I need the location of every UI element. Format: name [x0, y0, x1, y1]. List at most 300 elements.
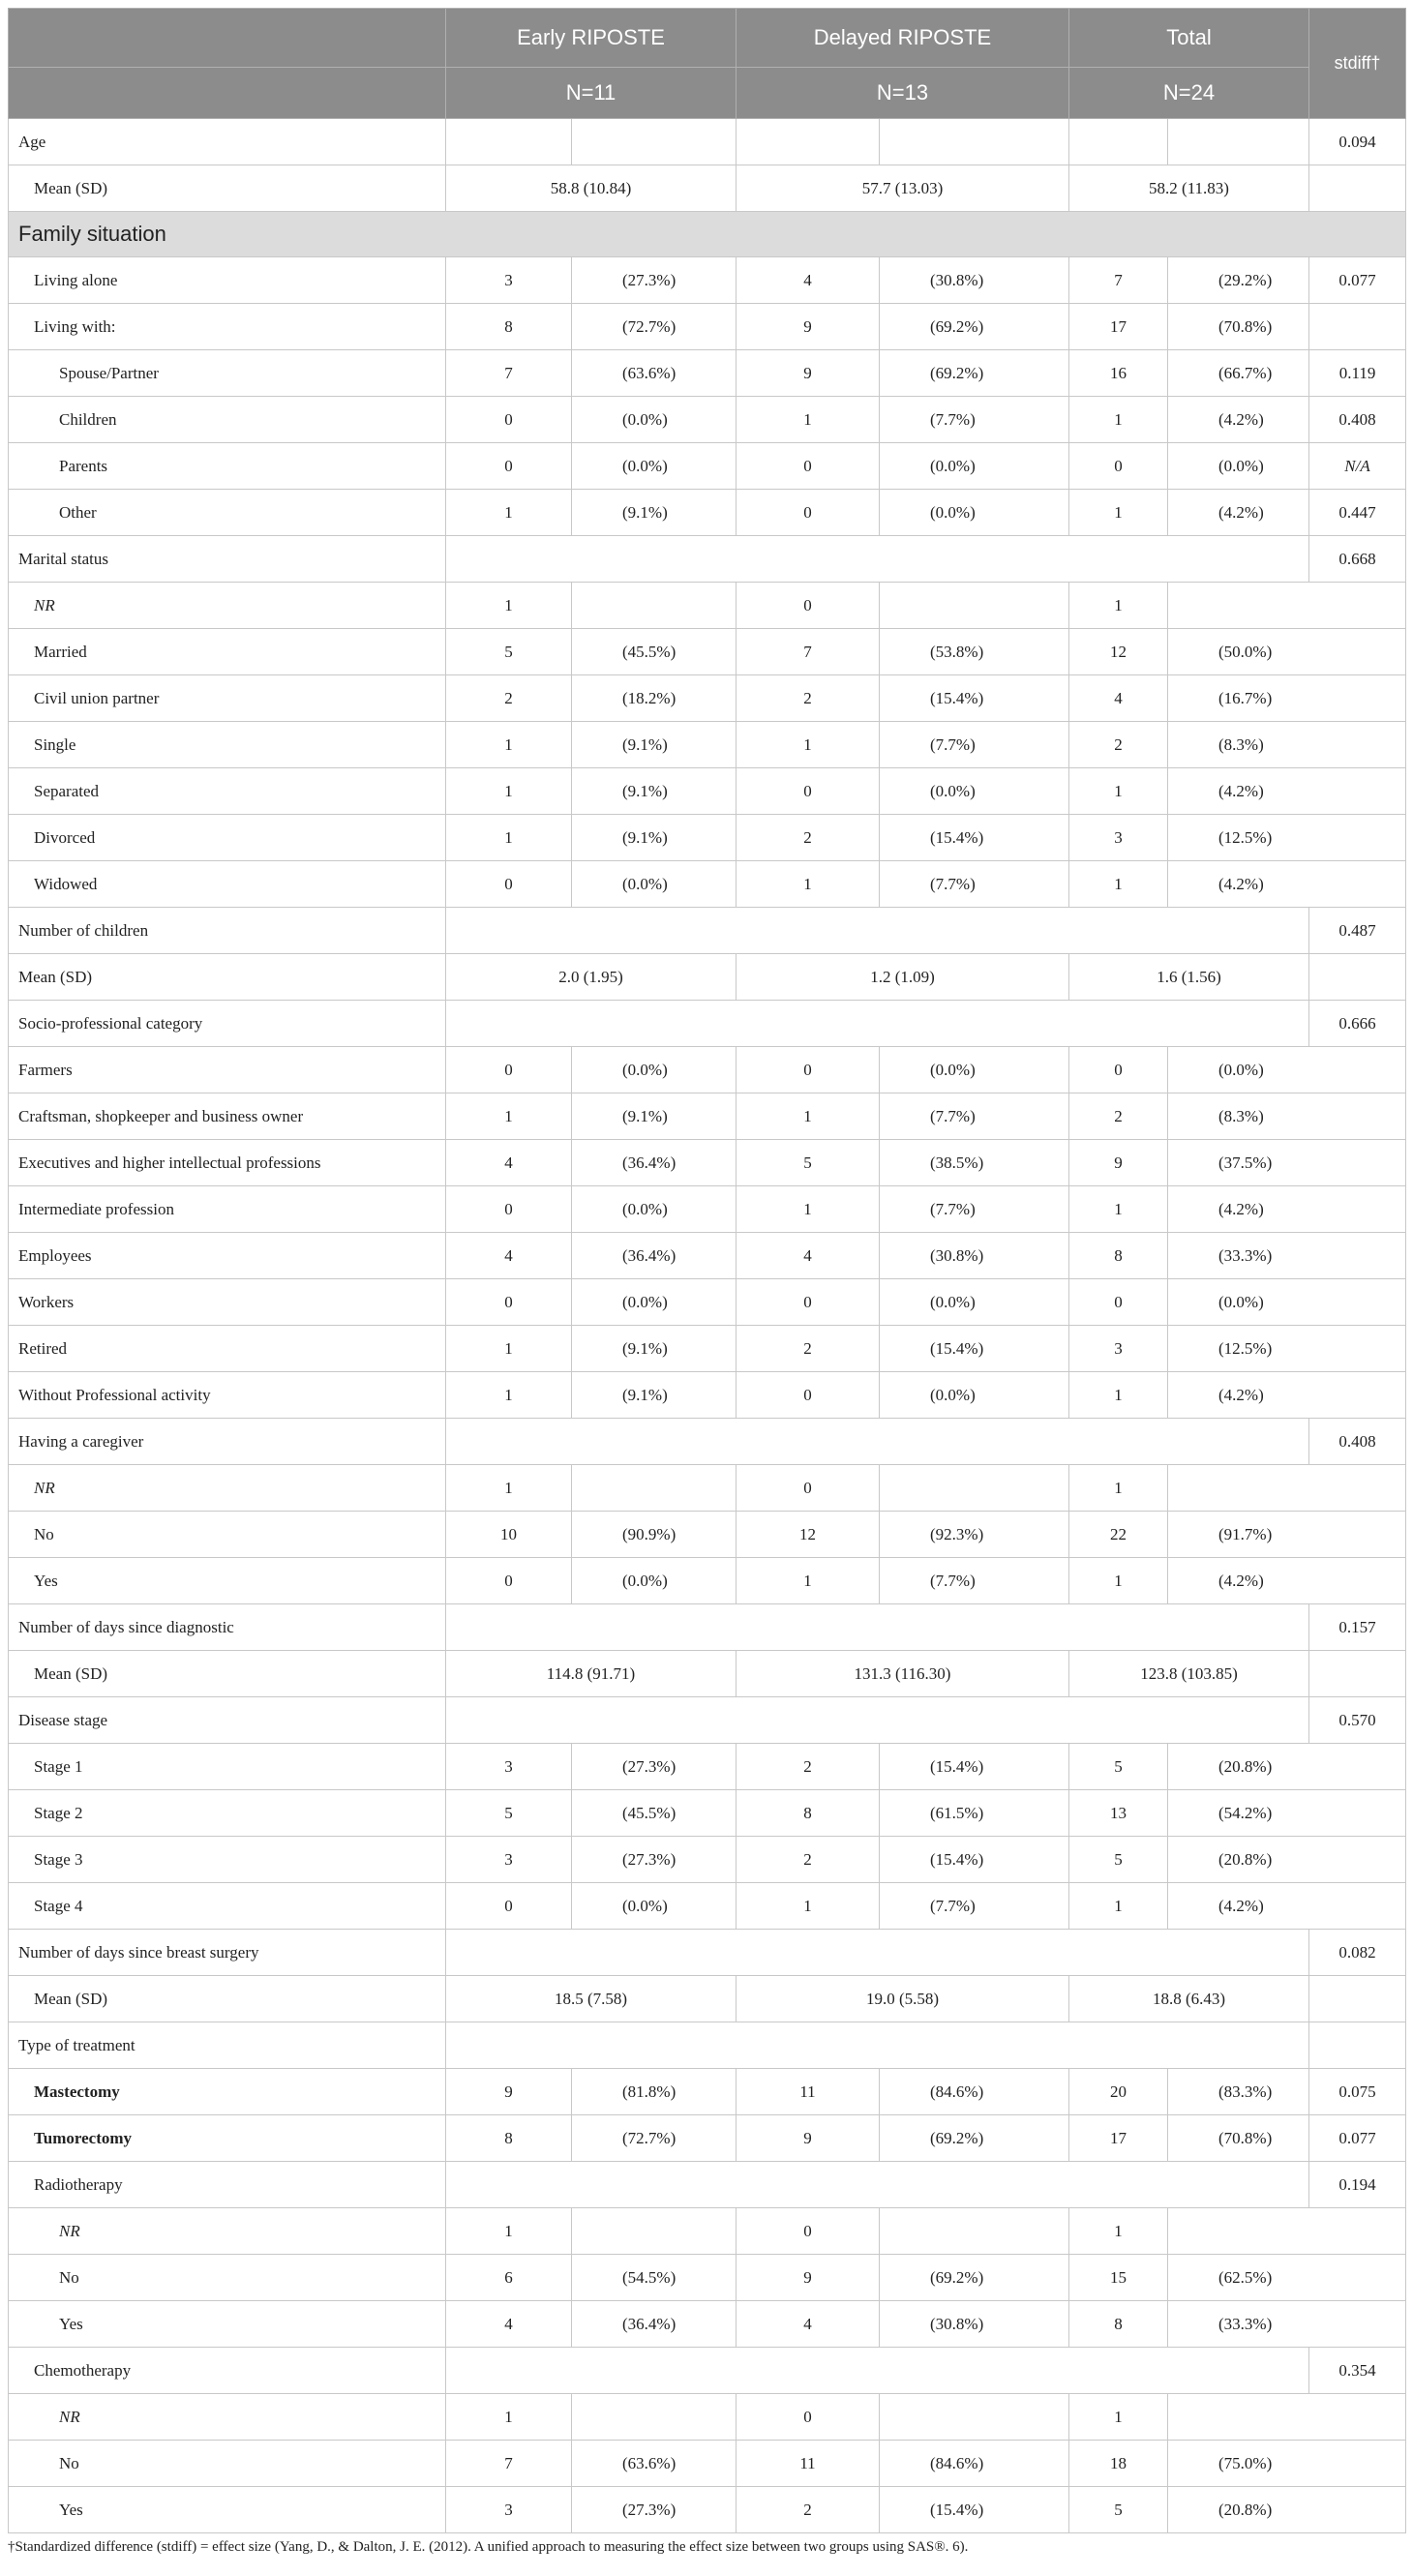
- early-percent: (0.0%): [572, 861, 737, 908]
- footnote: †Standardized difference (stdiff) = effect size (Yang, D., & Dalton, J. E. (2012). A unified approach to measuring the effect size between two groups using SAS®. 6).: [8, 2539, 969, 2555]
- early-count: 4: [446, 1140, 572, 1186]
- table-row: [9, 1372, 1406, 1419]
- stdiff-cell: [1309, 2022, 1406, 2069]
- empty-span-cell: [446, 1604, 1309, 1651]
- early-count: 0: [446, 1186, 572, 1233]
- row-label: Type of treatment: [9, 2022, 446, 2069]
- empty-span-cell: [446, 1930, 1309, 1976]
- delayed-percent: (0.0%): [880, 1047, 1069, 1093]
- early-percent: (63.6%): [572, 350, 737, 397]
- delayed-count: 0: [737, 1465, 880, 1512]
- delayed-count: 2: [737, 1837, 880, 1883]
- table-row: [9, 2348, 1406, 2394]
- early-count: 0: [446, 1279, 572, 1326]
- row-label: Executives and higher intellectual professions: [9, 1140, 446, 1186]
- row-label: Disease stage: [9, 1697, 446, 1744]
- table-row: [9, 1744, 1406, 1790]
- total-percent: (12.5%): [1168, 815, 1406, 861]
- empty-cell: [1309, 954, 1406, 1001]
- row-label: Farmers: [9, 1047, 446, 1093]
- empty-span-cell: [446, 1419, 1309, 1465]
- delayed-count: 1: [737, 397, 880, 443]
- early-percent: (81.8%): [572, 2069, 737, 2115]
- early-percent: (45.5%): [572, 629, 737, 675]
- table-row: [9, 2162, 1406, 2208]
- empty-span-cell: [446, 1001, 1309, 1047]
- row-label: Separated: [9, 768, 446, 815]
- delayed-count: 7: [737, 629, 880, 675]
- total-percent: (4.2%): [1168, 490, 1309, 536]
- table-row: [9, 2255, 1406, 2301]
- delayed-percent: (7.7%): [880, 1883, 1069, 1930]
- early-count: 7: [446, 2441, 572, 2487]
- table-row: [9, 908, 1406, 954]
- empty-span-cell: [1168, 583, 1406, 629]
- total-count: 7: [1069, 257, 1168, 304]
- total-count: 22: [1069, 1512, 1168, 1558]
- header-total: Total: [1069, 9, 1309, 68]
- total-count: 16: [1069, 350, 1168, 397]
- delayed-count: 2: [737, 815, 880, 861]
- total-percent: (4.2%): [1168, 1883, 1406, 1930]
- row-label: Children: [9, 397, 446, 443]
- early-count: 9: [446, 2069, 572, 2115]
- total-percent: (0.0%): [1168, 443, 1309, 490]
- row-label: Stage 4: [9, 1883, 446, 1930]
- table-body: [9, 119, 1406, 2533]
- total-count: 12: [1069, 629, 1168, 675]
- table-row: [9, 1604, 1406, 1651]
- early-percent: (72.7%): [572, 304, 737, 350]
- row-label: Without Professional activity: [9, 1372, 446, 1419]
- delayed-percent: (53.8%): [880, 629, 1069, 675]
- row-label: Number of children: [9, 908, 446, 954]
- early-count: 1: [446, 490, 572, 536]
- table-row: [9, 1465, 1406, 1512]
- delayed-count: 1: [737, 722, 880, 768]
- delayed-percent: (30.8%): [880, 1233, 1069, 1279]
- total-percent: (37.5%): [1168, 1140, 1406, 1186]
- total-count: 3: [1069, 1326, 1168, 1372]
- row-label: Workers: [9, 1279, 446, 1326]
- table-row: [9, 1790, 1406, 1837]
- table-row: [9, 1883, 1406, 1930]
- empty-span-cell: [446, 536, 1309, 583]
- early-count: 1: [446, 815, 572, 861]
- stdiff-cell: 0.487: [1309, 908, 1406, 954]
- total-count: 1: [1069, 397, 1168, 443]
- delayed-percent: (15.4%): [880, 675, 1069, 722]
- early-percent: (90.9%): [572, 1512, 737, 1558]
- row-label: Yes: [9, 1558, 446, 1604]
- empty-cell: [572, 2394, 737, 2441]
- early-percent: (9.1%): [572, 1093, 737, 1140]
- table-row: [9, 629, 1406, 675]
- delayed-count: 0: [737, 490, 880, 536]
- table-row: [9, 722, 1406, 768]
- total-percent: (20.8%): [1168, 2487, 1406, 2533]
- early-count: 1: [446, 2208, 572, 2255]
- delayed-count: 0: [737, 1047, 880, 1093]
- delayed-count: 11: [737, 2441, 880, 2487]
- early-percent: (0.0%): [572, 1558, 737, 1604]
- delayed-count: 0: [737, 1372, 880, 1419]
- delayed-percent: (7.7%): [880, 722, 1069, 768]
- table-row: [9, 1697, 1406, 1744]
- row-label: NR: [9, 2208, 446, 2255]
- table-row: [9, 443, 1406, 490]
- early-count: 2: [446, 675, 572, 722]
- table-row: [9, 1419, 1406, 1465]
- row-label: Stage 2: [9, 1790, 446, 1837]
- row-label: Socio-professional category: [9, 1001, 446, 1047]
- row-label: Tumorectomy: [9, 2115, 446, 2162]
- total-mean: 58.2 (11.83): [1069, 165, 1309, 212]
- delayed-count: 2: [737, 1326, 880, 1372]
- row-label: Age: [9, 119, 446, 165]
- early-count: 0: [446, 861, 572, 908]
- empty-cell: [1168, 119, 1309, 165]
- stdiff-cell: 0.194: [1309, 2162, 1406, 2208]
- stdiff-cell: [1309, 304, 1406, 350]
- total-count: 8: [1069, 2301, 1168, 2348]
- table-row: [9, 490, 1406, 536]
- early-percent: (9.1%): [572, 722, 737, 768]
- delayed-count: 12: [737, 1512, 880, 1558]
- row-label: No: [9, 2255, 446, 2301]
- early-percent: (72.7%): [572, 2115, 737, 2162]
- delayed-count: 0: [737, 2208, 880, 2255]
- delayed-count: 1: [737, 1883, 880, 1930]
- empty-cell: [572, 2208, 737, 2255]
- total-count: 1: [1069, 861, 1168, 908]
- early-percent: (9.1%): [572, 490, 737, 536]
- section-label: Family situation: [9, 212, 1406, 257]
- total-percent: (70.8%): [1168, 304, 1309, 350]
- early-count: 3: [446, 257, 572, 304]
- early-count: 10: [446, 1512, 572, 1558]
- table-row: [9, 1976, 1406, 2022]
- early-count: 1: [446, 768, 572, 815]
- total-percent: (4.2%): [1168, 768, 1406, 815]
- row-label: Yes: [9, 2301, 446, 2348]
- delayed-count: 2: [737, 1744, 880, 1790]
- empty-cell: [572, 1465, 737, 1512]
- early-count: 1: [446, 1093, 572, 1140]
- characteristics-table: [8, 8, 1406, 2533]
- total-count: 0: [1069, 1279, 1168, 1326]
- early-percent: (9.1%): [572, 768, 737, 815]
- total-count: 1: [1069, 583, 1168, 629]
- total-percent: (62.5%): [1168, 2255, 1406, 2301]
- table-row: [9, 350, 1406, 397]
- delayed-percent: (15.4%): [880, 1326, 1069, 1372]
- delayed-count: 5: [737, 1140, 880, 1186]
- empty-cell: [880, 2208, 1069, 2255]
- row-label: Single: [9, 722, 446, 768]
- delayed-percent: (69.2%): [880, 350, 1069, 397]
- stdiff-cell: N/A: [1309, 443, 1406, 490]
- delayed-count: 1: [737, 1186, 880, 1233]
- delayed-count: 9: [737, 350, 880, 397]
- table-row: [9, 2441, 1406, 2487]
- stdiff-cell: 0.447: [1309, 490, 1406, 536]
- table-row: [9, 2394, 1406, 2441]
- header-empty-cell: [9, 9, 446, 68]
- early-count: 1: [446, 2394, 572, 2441]
- table-row: [9, 1651, 1406, 1697]
- early-percent: (27.3%): [572, 1744, 737, 1790]
- header-delayed: Delayed RIPOSTE: [737, 9, 1069, 68]
- delayed-count: 2: [737, 2487, 880, 2533]
- row-label: Living alone: [9, 257, 446, 304]
- delayed-percent: (7.7%): [880, 1186, 1069, 1233]
- early-percent: (0.0%): [572, 1186, 737, 1233]
- total-percent: (4.2%): [1168, 1186, 1406, 1233]
- total-percent: (16.7%): [1168, 675, 1406, 722]
- early-count: 5: [446, 1790, 572, 1837]
- delayed-count: 9: [737, 2115, 880, 2162]
- total-percent: (50.0%): [1168, 629, 1406, 675]
- row-label: Divorced: [9, 815, 446, 861]
- early-count: 3: [446, 1837, 572, 1883]
- early-count: 0: [446, 1558, 572, 1604]
- stdiff-cell: 0.077: [1309, 2115, 1406, 2162]
- row-label: Retired: [9, 1326, 446, 1372]
- table-row: [9, 2301, 1406, 2348]
- early-count: 0: [446, 443, 572, 490]
- early-count: 4: [446, 1233, 572, 1279]
- delayed-percent: (69.2%): [880, 2115, 1069, 2162]
- total-percent: (29.2%): [1168, 257, 1309, 304]
- row-label: Marital status: [9, 536, 446, 583]
- total-count: 5: [1069, 1837, 1168, 1883]
- early-count: 8: [446, 304, 572, 350]
- early-mean: 18.5 (7.58): [446, 1976, 737, 2022]
- empty-cell: [1069, 119, 1168, 165]
- empty-cell: [737, 119, 880, 165]
- stdiff-cell: 0.082: [1309, 1930, 1406, 1976]
- row-label: Mastectomy: [9, 2069, 446, 2115]
- empty-cell: [446, 119, 572, 165]
- table-row: [9, 1558, 1406, 1604]
- table-row: [9, 583, 1406, 629]
- early-percent: (27.3%): [572, 2487, 737, 2533]
- table-row: [9, 536, 1406, 583]
- delayed-count: 0: [737, 443, 880, 490]
- early-count: 3: [446, 1744, 572, 1790]
- early-percent: (27.3%): [572, 1837, 737, 1883]
- empty-span-cell: [1168, 2394, 1406, 2441]
- row-label: Spouse/Partner: [9, 350, 446, 397]
- row-label: Mean (SD): [9, 1976, 446, 2022]
- stdiff-cell: 0.354: [1309, 2348, 1406, 2394]
- early-count: 8: [446, 2115, 572, 2162]
- delayed-percent: (15.4%): [880, 2487, 1069, 2533]
- total-count: 8: [1069, 1233, 1168, 1279]
- total-percent: (4.2%): [1168, 1372, 1406, 1419]
- row-label: Number of days since diagnostic: [9, 1604, 446, 1651]
- row-label: Intermediate profession: [9, 1186, 446, 1233]
- early-percent: (0.0%): [572, 397, 737, 443]
- delayed-percent: (15.4%): [880, 1837, 1069, 1883]
- total-count: 9: [1069, 1140, 1168, 1186]
- header-stdiff: stdiff†: [1309, 9, 1406, 119]
- row-label: Mean (SD): [9, 165, 446, 212]
- delayed-percent: (0.0%): [880, 443, 1069, 490]
- table-row: [9, 815, 1406, 861]
- empty-span-cell: [446, 908, 1309, 954]
- delayed-count: 1: [737, 1093, 880, 1140]
- table-row: [9, 2022, 1406, 2069]
- header-empty-cell: [9, 68, 446, 119]
- delayed-mean: 1.2 (1.09): [737, 954, 1069, 1001]
- delayed-count: 9: [737, 2255, 880, 2301]
- empty-span-cell: [446, 1697, 1309, 1744]
- table-row: [9, 165, 1406, 212]
- stdiff-cell: 0.094: [1309, 119, 1406, 165]
- delayed-count: 4: [737, 2301, 880, 2348]
- total-percent: (70.8%): [1168, 2115, 1309, 2162]
- early-mean: 2.0 (1.95): [446, 954, 737, 1001]
- early-count: 6: [446, 2255, 572, 2301]
- total-percent: (54.2%): [1168, 1790, 1406, 1837]
- header-early: Early RIPOSTE: [446, 9, 737, 68]
- table-row: [9, 1001, 1406, 1047]
- table-row: [9, 1047, 1406, 1093]
- early-count: 0: [446, 397, 572, 443]
- total-percent: (8.3%): [1168, 1093, 1406, 1140]
- empty-span-cell: [446, 2348, 1309, 2394]
- row-label: Parents: [9, 443, 446, 490]
- total-percent: (0.0%): [1168, 1047, 1406, 1093]
- early-count: 1: [446, 1465, 572, 1512]
- delayed-count: 0: [737, 1279, 880, 1326]
- row-label: NR: [9, 1465, 446, 1512]
- table-row: [9, 2208, 1406, 2255]
- delayed-percent: (38.5%): [880, 1140, 1069, 1186]
- row-label: Chemotherapy: [9, 2348, 446, 2394]
- header-n-total: N=24: [1069, 68, 1309, 119]
- early-count: 7: [446, 350, 572, 397]
- early-count: 5: [446, 629, 572, 675]
- early-percent: (0.0%): [572, 443, 737, 490]
- delayed-percent: (30.8%): [880, 2301, 1069, 2348]
- delayed-percent: (15.4%): [880, 815, 1069, 861]
- early-count: 4: [446, 2301, 572, 2348]
- row-label: Mean (SD): [9, 1651, 446, 1697]
- delayed-count: 2: [737, 675, 880, 722]
- early-percent: (0.0%): [572, 1047, 737, 1093]
- delayed-percent: (7.7%): [880, 861, 1069, 908]
- row-label: Stage 3: [9, 1837, 446, 1883]
- stdiff-cell: 0.075: [1309, 2069, 1406, 2115]
- delayed-mean: 19.0 (5.58): [737, 1976, 1069, 2022]
- delayed-percent: (0.0%): [880, 1372, 1069, 1419]
- empty-cell: [880, 1465, 1069, 1512]
- delayed-count: 4: [737, 257, 880, 304]
- early-percent: (36.4%): [572, 1140, 737, 1186]
- row-label: Craftsman, shopkeeper and business owner: [9, 1093, 446, 1140]
- total-percent: (33.3%): [1168, 1233, 1406, 1279]
- table-row: [9, 397, 1406, 443]
- delayed-percent: (7.7%): [880, 1558, 1069, 1604]
- row-label: Yes: [9, 2487, 446, 2533]
- row-label: Civil union partner: [9, 675, 446, 722]
- delayed-percent: (92.3%): [880, 1512, 1069, 1558]
- early-count: 3: [446, 2487, 572, 2533]
- empty-cell: [1309, 165, 1406, 212]
- row-label: Living with:: [9, 304, 446, 350]
- delayed-count: 11: [737, 2069, 880, 2115]
- delayed-mean: 57.7 (13.03): [737, 165, 1069, 212]
- early-count: 1: [446, 722, 572, 768]
- early-count: 1: [446, 583, 572, 629]
- early-count: 0: [446, 1047, 572, 1093]
- table-row: [9, 2069, 1406, 2115]
- total-count: 17: [1069, 304, 1168, 350]
- empty-cell: [1309, 1651, 1406, 1697]
- total-count: 1: [1069, 1883, 1168, 1930]
- early-percent: (9.1%): [572, 815, 737, 861]
- total-count: 1: [1069, 1465, 1168, 1512]
- table-row: [9, 1186, 1406, 1233]
- table-row: [9, 861, 1406, 908]
- empty-span-cell: [1168, 2208, 1406, 2255]
- early-percent: (0.0%): [572, 1279, 737, 1326]
- total-count: 1: [1069, 490, 1168, 536]
- delayed-mean: 131.3 (116.30): [737, 1651, 1069, 1697]
- row-label: Married: [9, 629, 446, 675]
- row-label: NR: [9, 2394, 446, 2441]
- total-percent: (0.0%): [1168, 1279, 1406, 1326]
- stdiff-cell: 0.408: [1309, 1419, 1406, 1465]
- table-row: [9, 2115, 1406, 2162]
- total-percent: (75.0%): [1168, 2441, 1406, 2487]
- total-percent: (8.3%): [1168, 722, 1406, 768]
- early-mean: 114.8 (91.71): [446, 1651, 737, 1697]
- total-percent: (20.8%): [1168, 1744, 1406, 1790]
- row-label: Other: [9, 490, 446, 536]
- delayed-percent: (7.7%): [880, 1093, 1069, 1140]
- row-label: Radiotherapy: [9, 2162, 446, 2208]
- total-count: 1: [1069, 768, 1168, 815]
- table-row: [9, 1093, 1406, 1140]
- total-count: 15: [1069, 2255, 1168, 2301]
- empty-cell: [572, 119, 737, 165]
- total-count: 3: [1069, 815, 1168, 861]
- delayed-count: 8: [737, 1790, 880, 1837]
- early-count: 1: [446, 1372, 572, 1419]
- delayed-count: 0: [737, 768, 880, 815]
- empty-cell: [1309, 1976, 1406, 2022]
- row-label: NR: [9, 583, 446, 629]
- total-count: 20: [1069, 2069, 1168, 2115]
- early-percent: (36.4%): [572, 1233, 737, 1279]
- delayed-percent: (0.0%): [880, 1279, 1069, 1326]
- delayed-percent: (0.0%): [880, 490, 1069, 536]
- total-count: 5: [1069, 2487, 1168, 2533]
- table-row: [9, 1233, 1406, 1279]
- row-label: No: [9, 2441, 446, 2487]
- table-row: [9, 2487, 1406, 2533]
- table-row: [9, 1930, 1406, 1976]
- early-percent: (0.0%): [572, 1883, 737, 1930]
- early-count: 0: [446, 1883, 572, 1930]
- table-row: [9, 1512, 1406, 1558]
- delayed-count: 9: [737, 304, 880, 350]
- total-percent: (4.2%): [1168, 1558, 1406, 1604]
